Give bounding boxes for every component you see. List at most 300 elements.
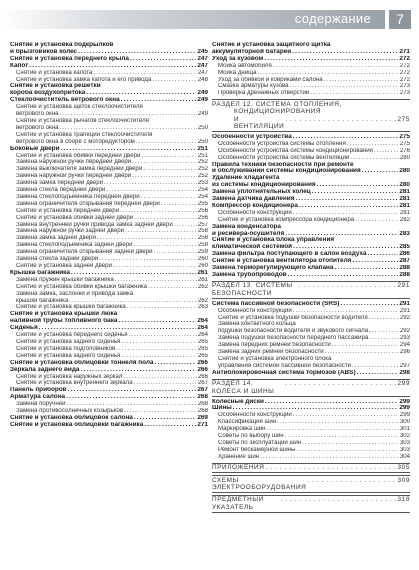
dot-leader — [352, 258, 398, 265]
toc-entry-title: Замена стеклоподъемника передней двери — [16, 193, 140, 200]
toc-entry-title: Панель приборов — [10, 387, 67, 394]
toc-entry-title: Снятие и установка подкрылков — [10, 42, 114, 48]
toc-entry[interactable] — [10, 42, 208, 49]
section-heading-row — [212, 496, 410, 511]
dot-leader — [293, 308, 399, 315]
toc-subentry[interactable] — [10, 228, 208, 235]
toc-page-number: 291 — [397, 282, 410, 290]
toc-subentry[interactable] — [212, 217, 410, 224]
dot-leader — [113, 263, 197, 270]
toc-entry[interactable] — [212, 182, 410, 189]
toc-entry-title: Снятие и установка обивки задней двери — [16, 214, 134, 221]
toc-entry-title: Замена конденсатора — [212, 223, 281, 230]
dot-leader — [59, 125, 196, 132]
toc-entry-title: Замена ограничителя открывания передней двери — [16, 200, 160, 207]
toc-entry[interactable] — [10, 360, 208, 367]
toc-subentry[interactable] — [212, 210, 410, 217]
toc-entry-title: Снятие и установка облицовок салона — [10, 414, 133, 421]
toc-column-left — [10, 42, 208, 429]
dot-leader — [154, 249, 197, 256]
toc-page-number: 296 — [399, 349, 410, 356]
toc-page-number: 269 — [197, 414, 208, 421]
toc-subentry[interactable] — [212, 70, 410, 77]
toc-entry-title: Снятие и установка передней двери — [16, 207, 120, 214]
toc-page-number: 286 — [399, 251, 410, 258]
toc-entry-title: Снятие и установка переднего крыла — [10, 55, 129, 62]
toc-entry-title: Замена уплотнительных колец — [212, 189, 311, 196]
dot-leader — [285, 380, 396, 395]
toc-page-number: 245 — [197, 48, 208, 55]
toc-subentry[interactable] — [10, 298, 208, 305]
section-title-continued — [212, 108, 410, 115]
toc-entry[interactable] — [212, 244, 410, 251]
dot-leader — [69, 298, 196, 305]
toc-subentry[interactable] — [10, 153, 208, 160]
dot-leader — [130, 56, 196, 63]
dot-leader — [293, 210, 399, 217]
dot-leader — [297, 447, 399, 454]
toc-entry[interactable] — [10, 90, 208, 97]
toc-subentry[interactable] — [10, 408, 208, 415]
toc-page-number: 299 — [399, 412, 410, 419]
header-title: содержание — [294, 11, 371, 26]
dot-leader — [312, 189, 399, 196]
toc-entry-title: Особенности конструкции — [218, 307, 292, 314]
toc-subentry[interactable] — [10, 139, 208, 146]
dot-leader — [59, 111, 196, 118]
dot-leader — [61, 146, 197, 153]
toc-entry[interactable] — [212, 56, 410, 63]
toc-entry[interactable] — [10, 97, 208, 104]
toc-subentry[interactable] — [10, 304, 208, 311]
toc-entry-title: Замена поручней — [16, 401, 66, 408]
toc-page-number: 273 — [399, 83, 410, 90]
toc-entry[interactable] — [212, 42, 410, 49]
toc-entry[interactable] — [212, 301, 410, 308]
toc-subentry[interactable] — [10, 332, 208, 339]
toc-page-number: 264 — [197, 325, 208, 332]
toc-page-number: 303 — [399, 446, 410, 453]
dot-leader — [281, 496, 397, 511]
toc-entry[interactable] — [212, 231, 410, 238]
toc-subentry[interactable] — [10, 118, 208, 125]
toc-entry-title: Особенности конструкции — [218, 412, 292, 419]
toc-entry-title: Советы по эксплуатации шин — [218, 439, 302, 446]
toc-subentry[interactable] — [10, 291, 208, 298]
toc-page-number: 249 — [197, 90, 208, 97]
dot-leader — [144, 422, 196, 429]
toc-page-number: 303 — [399, 439, 410, 446]
dot-leader — [347, 141, 399, 148]
toc-page-number: 271 — [197, 421, 208, 428]
section-heading-row — [212, 464, 410, 471]
toc-subentry[interactable] — [10, 215, 208, 222]
toc-entry[interactable] — [212, 405, 410, 412]
toc-entry-title: Арматура салона — [10, 394, 66, 401]
toc-page-number: 265 — [197, 338, 208, 345]
toc-entry[interactable] — [212, 196, 410, 203]
toc-page-number: 309 — [397, 476, 410, 484]
toc-page-number: 266 — [197, 373, 208, 380]
toc-entry-title: Замена наружной ручки задней двери — [16, 228, 125, 235]
toc-page-number: 250 — [197, 138, 208, 145]
toc-page-number: 285 — [399, 244, 410, 251]
dot-leader — [264, 56, 398, 63]
toc-subentry[interactable] — [10, 249, 208, 256]
dot-leader — [116, 346, 197, 353]
section-heading-row — [212, 477, 410, 492]
toc-subentry[interactable] — [212, 90, 410, 97]
section-title-line: И ВЕНТИЛЯЦИИ — [234, 115, 285, 130]
toc-subentry[interactable] — [212, 315, 410, 322]
toc-subentry[interactable] — [212, 433, 410, 440]
toc-subentry[interactable] — [10, 166, 208, 173]
toc-subentry[interactable] — [10, 380, 208, 387]
toc-subentry[interactable] — [10, 277, 208, 284]
toc-entry[interactable] — [10, 415, 208, 422]
dot-leader — [71, 270, 196, 277]
toc-page-number: 268 — [197, 401, 208, 408]
toc-subentry[interactable] — [10, 132, 208, 139]
toc-subentry[interactable] — [212, 426, 410, 433]
toc-subentry[interactable] — [212, 363, 410, 370]
toc-subentry[interactable] — [10, 77, 208, 84]
toc-entry-title: Маркировка шин — [218, 426, 266, 433]
dot-leader — [97, 235, 197, 242]
dot-leader — [136, 139, 197, 146]
toc-entry-title: Снятие и установка вентилятора отопителя — [212, 258, 352, 265]
toc-subentry[interactable] — [10, 208, 208, 215]
toc-entry-title: из системы кондиционирования — [212, 182, 316, 189]
toc-entry-title: Замена датчика давления — [212, 196, 295, 203]
toc-page-number: 259 — [197, 249, 208, 256]
toc-entry[interactable] — [10, 318, 208, 325]
toc-page-number: 271 — [399, 48, 410, 55]
toc-page-number: 288 — [399, 272, 410, 278]
toc-entry[interactable] — [10, 325, 208, 332]
toc-entry-title: короба воздухопритока — [10, 90, 86, 97]
toc-entry-title: Замена стекла передней двери — [16, 187, 106, 194]
toc-page-number: 249 — [197, 97, 208, 104]
dot-leader — [267, 426, 399, 433]
toc-entry[interactable] — [10, 49, 208, 56]
toc-page-number: 293 — [399, 335, 410, 342]
toc-entry-title: Особенности устройства — [212, 133, 292, 140]
toc-page-number: 264 — [197, 332, 208, 339]
toc-page-number: 261 — [197, 269, 208, 276]
toc-subentry[interactable] — [212, 308, 410, 315]
toc-entry[interactable] — [10, 311, 208, 318]
toc-subentry[interactable] — [212, 63, 410, 70]
dot-leader — [134, 380, 197, 387]
dot-leader — [374, 148, 399, 155]
toc-subentry[interactable] — [212, 342, 410, 349]
toc-entry-title: Снятие и установка замка капота и его привода — [16, 76, 152, 83]
toc-entry[interactable] — [212, 168, 410, 175]
toc-entry-title: Замена внутренней ручки привода замка задней двери — [16, 221, 173, 228]
toc-subentry[interactable] — [10, 339, 208, 346]
toc-page-number: 249 — [197, 111, 208, 118]
dot-leader — [143, 166, 197, 173]
toc-subentry[interactable] — [212, 447, 410, 454]
toc-entry[interactable] — [212, 203, 410, 210]
toc-entry-title: Замена наружной ручки передней двери — [16, 159, 132, 166]
toc-page-number: 267 — [197, 380, 208, 387]
dot-leader — [258, 70, 399, 77]
toc-subentry[interactable] — [10, 104, 208, 111]
toc-entry-title: Замена стеклоподъемника задней двери — [16, 242, 133, 249]
toc-entry[interactable] — [10, 367, 208, 374]
toc-page-number: 260 — [197, 263, 208, 269]
toc-page-number: 266 — [197, 359, 208, 366]
dot-leader — [334, 265, 398, 272]
toc-entry-title: Замена передних ремней безопасности — [218, 342, 331, 349]
toc-entry-title: Смазка арматуры кузова — [218, 83, 289, 90]
toc-subentry[interactable] — [212, 356, 410, 363]
toc-subentry[interactable] — [212, 349, 410, 356]
toc-page-number: 258 — [197, 228, 208, 235]
dot-leader — [78, 49, 196, 56]
toc-entry[interactable] — [10, 387, 208, 394]
toc-page-number: 292 — [399, 314, 410, 321]
toc-subentry[interactable] — [10, 111, 208, 118]
toc-subentry[interactable] — [10, 346, 208, 353]
toc-entry[interactable] — [212, 399, 410, 406]
dot-leader — [106, 187, 197, 194]
section-title: РАЗДЕЛ 12. СИСТЕМА ОТОПЛЕНИЯ, — [212, 100, 342, 108]
toc-entry-title: Зеркала заднего вида — [10, 366, 80, 373]
toc-entry-title: Снятие и установка облицовки тоннеля пола — [10, 359, 154, 366]
toc-subentry[interactable] — [212, 454, 410, 461]
dot-leader — [134, 415, 196, 422]
dot-leader — [362, 168, 399, 175]
toc-page-number: 267 — [197, 387, 208, 394]
dot-leader — [265, 464, 396, 471]
toc-entry-title: Снятие и установка рычагов стеклоочистителя — [16, 117, 149, 124]
toc-entry-title: Замена замка передней двери — [16, 180, 103, 187]
toc-entry[interactable] — [10, 83, 208, 90]
toc-subentry[interactable] — [212, 148, 410, 155]
section-heading — [212, 379, 410, 397]
toc-subentry[interactable] — [10, 401, 208, 408]
toc-entry-title: Снятие и установка блока управления — [212, 237, 335, 244]
dot-leader — [369, 335, 398, 342]
toc-entry-title: Снятие и установка капота — [16, 69, 93, 76]
toc-entry[interactable] — [212, 134, 410, 141]
section-heading — [212, 495, 410, 513]
toc-entry-title: Стеклоочиститель ветрового окна — [10, 97, 120, 104]
toc-subentry[interactable] — [10, 173, 208, 180]
toc-subentry[interactable] — [10, 201, 208, 208]
toc-page-number: 294 — [399, 342, 410, 349]
toc-page-number: 272 — [399, 69, 410, 76]
dot-leader — [285, 231, 398, 238]
toc-entry[interactable] — [10, 394, 208, 401]
toc-column-right — [212, 42, 410, 515]
toc-entry-title: Особенности устройства системы отопления — [218, 140, 346, 147]
toc-entry-title: Снятие и установка крышки люка — [10, 311, 118, 318]
toc-entry[interactable] — [212, 272, 410, 279]
toc-page-number: 251 — [197, 152, 208, 159]
toc-page-number: 252 — [197, 159, 208, 166]
toc-entry[interactable] — [212, 224, 410, 231]
toc-subentry[interactable] — [212, 440, 410, 447]
toc-subentry[interactable] — [10, 235, 208, 242]
toc-subentry[interactable] — [10, 284, 208, 291]
dot-leader — [325, 349, 399, 356]
toc-entry-title: Боковые двери — [10, 145, 60, 152]
toc-page-number: 281 — [399, 209, 410, 216]
toc-entry[interactable] — [212, 175, 410, 182]
dot-leader — [299, 203, 398, 210]
toc-subentry[interactable] — [10, 70, 208, 77]
toc-page-number: 264 — [197, 318, 208, 325]
toc-page-number: 261 — [197, 276, 208, 283]
section-heading-row — [212, 282, 410, 297]
toc-page-number: 300 — [399, 419, 410, 426]
dot-leader — [124, 408, 197, 415]
toc-entry[interactable] — [212, 49, 410, 56]
dot-leader — [127, 304, 197, 311]
toc-subentry[interactable] — [212, 328, 410, 335]
toc-entry[interactable] — [212, 189, 410, 196]
toc-entry[interactable] — [212, 370, 410, 377]
toc-subentry[interactable] — [212, 419, 410, 426]
toc-entry-title: Снятие и установка трапеции стеклоочистителя — [16, 131, 153, 138]
toc-entry[interactable] — [10, 63, 208, 70]
toc-entry-title: Крышка багажника — [10, 269, 70, 276]
toc-entry-title: Классификация шин — [218, 419, 277, 426]
toc-entry[interactable] — [212, 265, 410, 272]
toc-entry-title: Проверка дренажных отверстий — [218, 90, 310, 97]
dot-leader — [290, 83, 399, 90]
toc-entry-title: Антиблокировочная система тормозов (ABS) — [212, 369, 356, 376]
toc-page-number: 275 — [399, 133, 410, 140]
toc-entry-title: Колесные диски — [212, 398, 264, 405]
toc-entry[interactable] — [212, 251, 410, 258]
toc-subentry[interactable] — [10, 180, 208, 187]
dot-leader — [132, 173, 197, 180]
dot-leader — [93, 70, 197, 77]
dot-leader — [273, 63, 399, 70]
toc-page-number: 291 — [399, 300, 410, 307]
toc-page-number: 288 — [399, 265, 410, 272]
toc-subentry[interactable] — [212, 335, 410, 342]
toc-entry[interactable] — [10, 146, 208, 153]
dot-leader — [121, 97, 197, 104]
toc-subentry[interactable] — [10, 159, 208, 166]
toc-page-number: 266 — [197, 366, 208, 373]
toc-subentry[interactable] — [10, 187, 208, 194]
dot-leader — [293, 412, 399, 419]
dot-leader — [120, 208, 197, 215]
dot-leader — [66, 394, 196, 401]
toc-page-number: 252 — [197, 166, 208, 173]
toc-entry-title: ветрового окна — [16, 111, 59, 118]
toc-page-number: 257 — [197, 221, 208, 228]
toc-page-number: 258 — [197, 235, 208, 242]
dot-leader — [285, 116, 396, 131]
toc-subentry[interactable] — [212, 83, 410, 90]
toc-page-number: 305 — [397, 464, 410, 472]
toc-page-number: 301 — [399, 426, 410, 433]
toc-entry-title: управления системой пассивной безопасности — [218, 362, 352, 369]
toc-subentry[interactable] — [10, 242, 208, 249]
toc-entry[interactable] — [212, 162, 410, 169]
toc-entry-title: Уход за кузовом — [212, 55, 264, 62]
toc-entry-title: Снятие и установка наружных зеркал — [16, 373, 123, 380]
toc-page-number: 263 — [197, 304, 208, 311]
toc-subentry[interactable] — [212, 141, 410, 148]
toc-subentry[interactable] — [10, 256, 208, 263]
toc-entry-title: Снятие и установка обивки крышки багажника — [16, 283, 148, 290]
toc-entry-title: Особенности конструкции — [218, 209, 292, 216]
dot-leader — [161, 201, 197, 208]
toc-subentry[interactable] — [10, 374, 208, 381]
toc-page-number: 262 — [197, 283, 208, 290]
dot-leader — [129, 332, 197, 339]
toc-subentry[interactable] — [10, 263, 208, 270]
toc-entry-title: и брызговиков колес — [10, 48, 78, 55]
toc-entry-title: Уход за обивкой и ковриками салона — [218, 76, 323, 83]
toc-entry-title: Снятие и установка крышки багажника — [16, 304, 126, 311]
toc-entry-title: Замена контактного кольца — [218, 321, 296, 328]
toc-entry-title: Замена наружной ручки передней двери — [16, 173, 132, 180]
dot-leader — [134, 242, 197, 249]
section-title: ПРЕДМЕТНЫЙ УКАЗАТЕЛЬ — [212, 496, 264, 511]
toc-entry[interactable] — [212, 258, 410, 265]
toc-page-number: 298 — [399, 369, 410, 376]
toc-entry-title: Замена подушки безопасности переднего пассажира — [218, 335, 369, 342]
dot-leader — [357, 370, 399, 377]
dot-leader — [299, 282, 397, 297]
toc-page-number: 265 — [197, 345, 208, 352]
section-heading — [212, 475, 410, 493]
toc-entry[interactable] — [10, 270, 208, 277]
toc-page-number: 256 — [197, 207, 208, 214]
toc-page-number: 272 — [399, 62, 410, 69]
toc-entry-title: Снятие и установка решетки — [10, 83, 101, 90]
toc-subentry[interactable] — [10, 194, 208, 201]
dot-leader — [332, 342, 399, 349]
toc-entry[interactable] — [10, 422, 208, 429]
toc-page-number: 304 — [399, 453, 410, 460]
toc-subentry[interactable] — [212, 321, 410, 328]
dot-leader — [295, 196, 398, 203]
toc-entry-title: Особенности устройства системы вентиляции — [218, 154, 350, 161]
toc-entry[interactable] — [212, 237, 410, 244]
toc-subentry[interactable] — [10, 125, 208, 132]
toc-subentry[interactable] — [212, 77, 410, 84]
toc-entry-title: аккумуляторной батареи — [212, 48, 292, 55]
toc-subentry[interactable] — [10, 353, 208, 360]
toc-page-number: 268 — [197, 408, 208, 415]
dot-leader — [148, 284, 197, 291]
dot-leader — [285, 433, 399, 440]
toc-entry[interactable] — [10, 56, 208, 63]
toc-page-number: 297 — [399, 362, 410, 369]
toc-subentry[interactable] — [212, 412, 410, 419]
dot-leader — [260, 454, 399, 461]
dot-leader — [152, 77, 196, 84]
toc-subentry[interactable] — [212, 155, 410, 162]
toc-subentry[interactable] — [10, 222, 208, 229]
toc-entry-title: Снятие и установка подушки безопасности водителя — [218, 314, 368, 321]
toc-entry-title: Правила техники безопасности при ремонте — [212, 161, 354, 168]
toc-entry-title: Особенности устройства системы кондиционирования — [218, 147, 373, 154]
dot-leader — [350, 155, 398, 162]
dot-leader — [340, 301, 398, 308]
